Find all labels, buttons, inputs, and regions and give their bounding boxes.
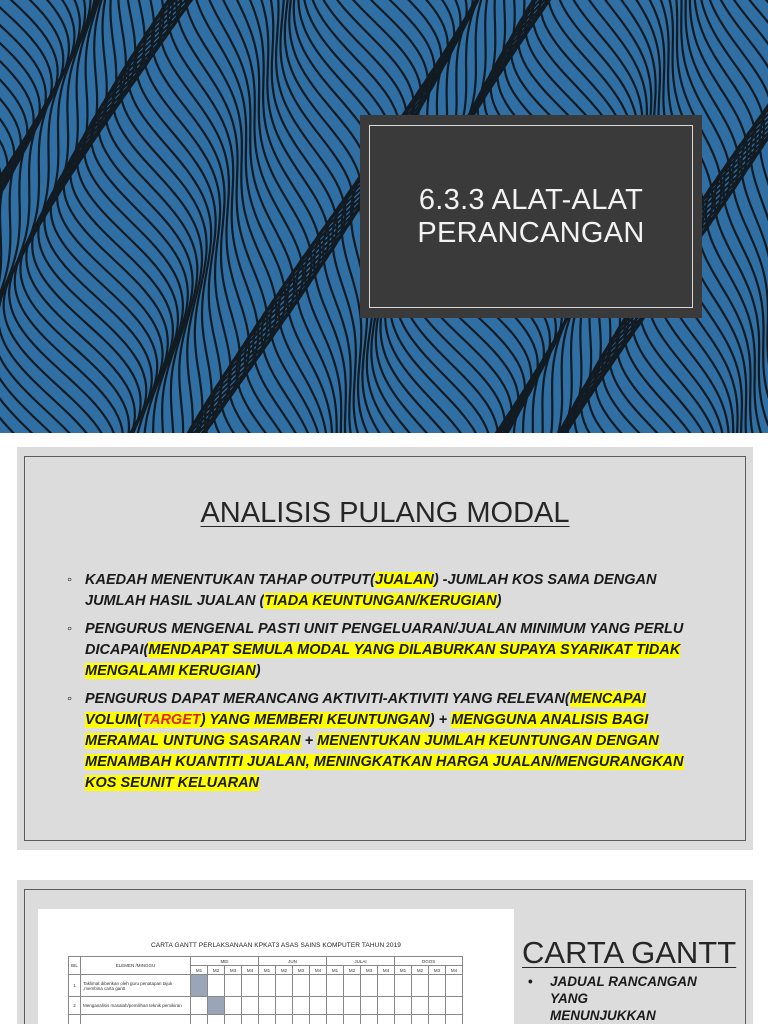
week-header: M3	[225, 966, 242, 975]
bullet-line: JADUAL RANCANGAN	[550, 974, 697, 989]
week-header: M4	[310, 966, 327, 975]
gantt-chart-image	[38, 909, 514, 1024]
week-header: M4	[242, 966, 259, 975]
month-header: OGOS	[395, 957, 463, 966]
text: PENGURUS MENGENAL PASTI UNIT PENGELUARAN/JUALAN MINIMUM YANG PERLU DICAPAI(	[85, 621, 684, 658]
title-line-1: 6.3.3 ALAT-ALAT	[418, 184, 644, 217]
title-line-2: PERANCANGAN	[417, 216, 645, 249]
highlight-text: JUALAN	[375, 572, 434, 588]
bullet-item-2	[67, 619, 707, 682]
slide-heading: CARTA GANTT	[522, 935, 737, 970]
text: PENGURUS DAPAT MERANCANG AKTIVITI-AKTIVITI YANG RELEVAN(	[85, 691, 570, 707]
week-header: M4	[446, 966, 463, 975]
week-header: M2	[344, 966, 361, 975]
week-header: M3	[293, 966, 310, 975]
bullet-symbol: ◦	[67, 691, 73, 707]
week-header: M2	[412, 966, 429, 975]
text: ) +	[429, 712, 452, 728]
title-frame	[369, 125, 693, 308]
week-header: M1	[327, 966, 344, 975]
text: +	[300, 733, 318, 749]
month-header: JUN	[259, 957, 327, 966]
week-header: M4	[378, 966, 395, 975]
table-row	[69, 975, 463, 997]
text: )	[255, 663, 261, 679]
title-slide	[0, 0, 768, 433]
week-header: M1	[259, 966, 276, 975]
analysis-slide	[17, 447, 753, 850]
text: ) -JUMLAH KOS SAMA DENGAN JUMLAH HASIL JUALAN (	[85, 572, 657, 609]
table-row	[69, 1015, 463, 1024]
gantt-title: CARTA GANTT PERLAKSANAAN KPKAT3 ASAS SAINS KOMPUTER TAHUN 2019	[150, 942, 402, 949]
bullet-symbol: ◦	[67, 621, 73, 637]
title-box	[360, 115, 702, 318]
highlight-text: MENCAPAI VOLUM(	[85, 691, 646, 728]
gantt-month-row	[69, 957, 463, 966]
week-header: M3	[361, 966, 378, 975]
bullet-item-1	[67, 570, 707, 612]
table-row	[69, 997, 463, 1015]
highlight-red-text: TARGET	[142, 712, 201, 728]
bullet-item	[528, 973, 743, 1024]
elemen-cell: Menganalisis masalah/pemilihan teknik pemikiran	[81, 997, 191, 1015]
text: )	[496, 593, 502, 609]
slide-heading: ANALISIS PULANG MODAL	[200, 497, 570, 529]
week-header: M1	[395, 966, 412, 975]
highlight-text: ) YANG MEMBERI KEUNTUNGAN	[200, 712, 430, 728]
gantt-table	[68, 956, 463, 1024]
text: KAEDAH MENENTUKAN TAHAP OUTPUT(	[85, 572, 375, 588]
bullet-list	[67, 570, 707, 801]
bil-cell: 2	[69, 997, 81, 1015]
month-header: MEI	[191, 957, 259, 966]
highlight-text: MENENTUKAN JUMLAH KEUNTUNGAN DENGAN MENAMBAH KUANTITI JUALAN, MENINGKATKAN HARGA JUALAN/MENGURANGKAN KOS SEUNIT KELUARAN	[85, 733, 684, 791]
week-header: M2	[276, 966, 293, 975]
slide-title	[401, 184, 661, 249]
week-header: M3	[429, 966, 446, 975]
elemen-header: ELEMEN /MINGGU	[81, 957, 191, 975]
bullet-symbol: •	[528, 974, 533, 989]
elemen-cell: Taklimat diberikan oleh guru penatapan tajuk ,membina carta gantt	[81, 975, 191, 997]
bil-cell: 1	[69, 975, 81, 997]
bullet-symbol: ◦	[67, 572, 73, 588]
bullet-item-3	[67, 689, 707, 794]
week-header: M1	[191, 966, 208, 975]
highlight-text: TIADA KEUNTUNGAN/KERUGIAN	[264, 593, 497, 609]
highlight-text: MENGGUNA ANALISIS BAGI MERAMAL UNTUNG SASARAN	[85, 712, 649, 749]
highlight-text: MENDAPAT SEMULA MODAL YANG DILABURKAN SUPAYA SYARIKAT TIDAK MENGALAMI KERUGIAN	[85, 642, 681, 679]
gantt-slide	[17, 880, 753, 1024]
bil-header: BIL	[69, 957, 81, 975]
bullet-line: YANG	[550, 991, 589, 1006]
month-header: JULAI	[327, 957, 395, 966]
week-header: M2	[208, 966, 225, 975]
bullet-line: MENUNJUKKAN	[550, 1008, 656, 1023]
